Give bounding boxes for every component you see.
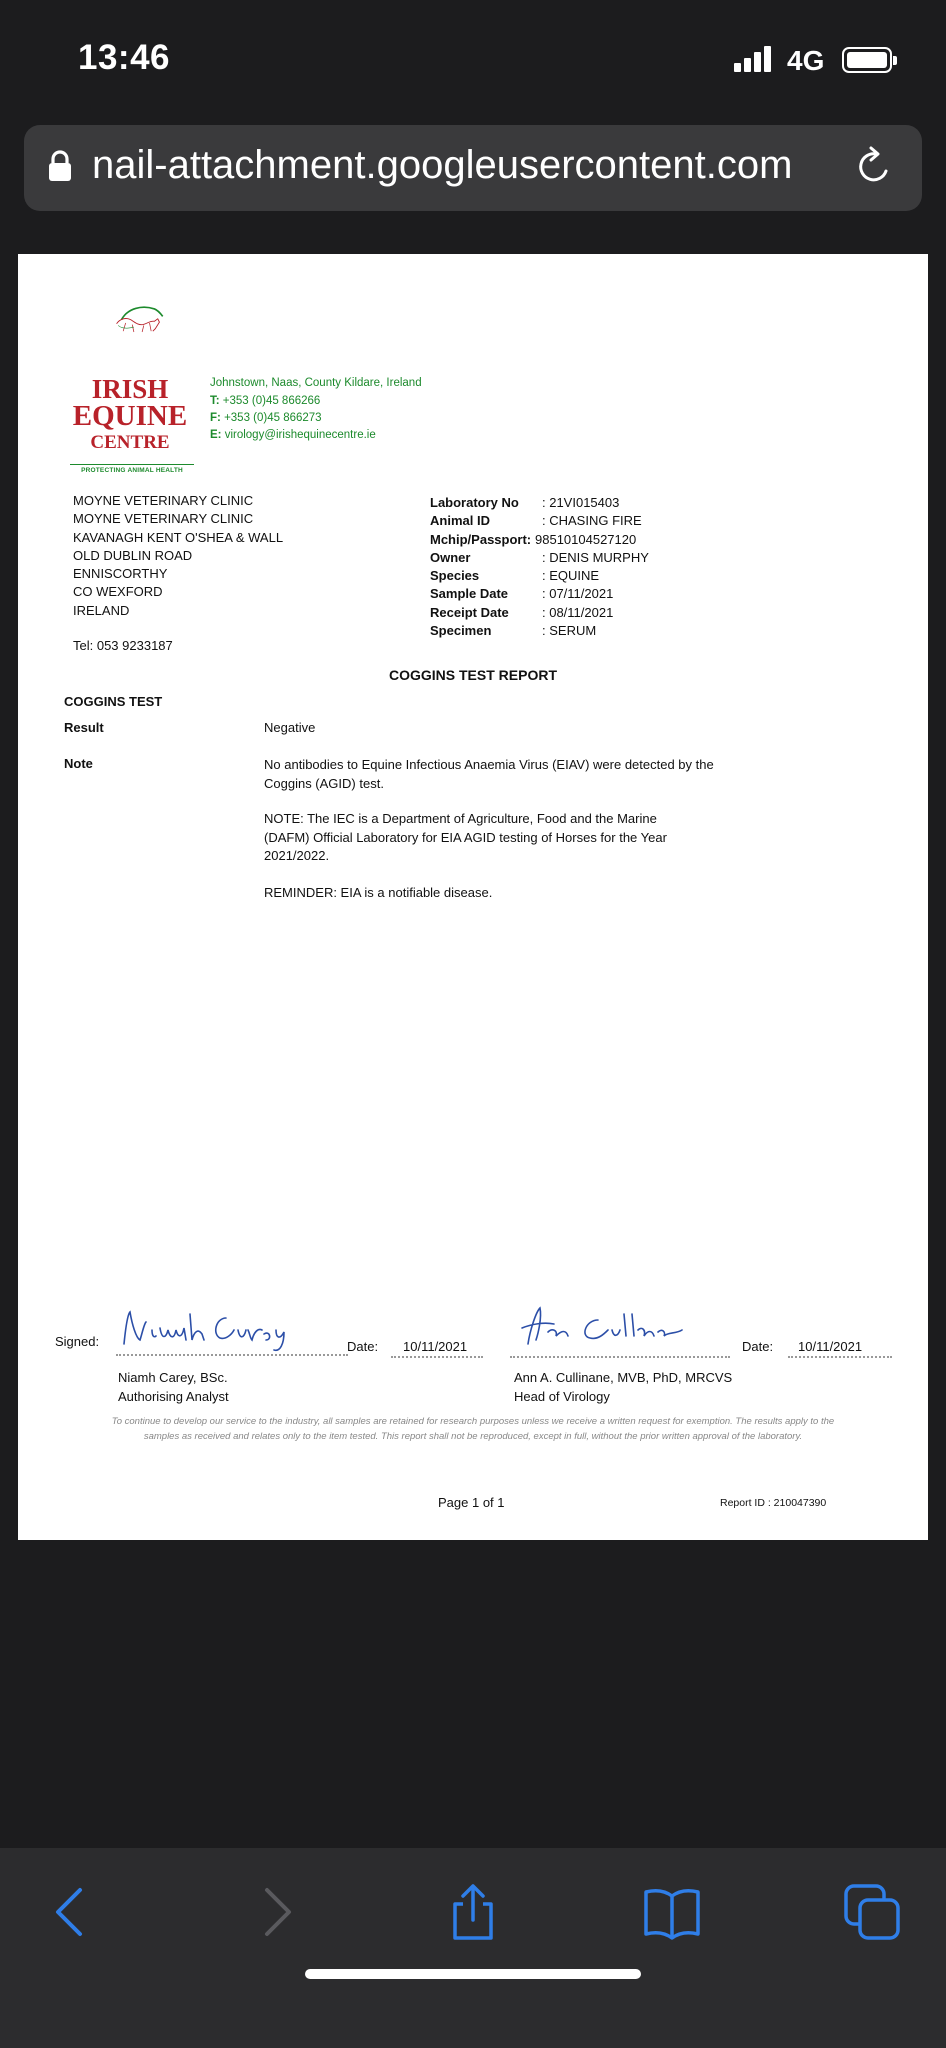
signature-niamh-carey [116, 1304, 296, 1354]
signatory-role: Head of Virology [514, 1389, 610, 1404]
logo-line-centre: CENTRE [90, 432, 170, 453]
signature-date: 10/11/2021 [798, 1339, 863, 1354]
signature-line [116, 1354, 348, 1356]
detail-label: Sample Date [430, 586, 509, 602]
signatory-name: Niamh Carey, BSc. [118, 1370, 228, 1385]
contact-tel-value: +353 (0)45 866266 [222, 395, 321, 407]
detail-label: Species [430, 568, 480, 584]
signal-strength-icon [734, 46, 774, 72]
signatory-1 [118, 1368, 229, 1406]
contact-tel [210, 393, 320, 410]
browser-toolbar [0, 1848, 946, 2048]
date-line [788, 1356, 892, 1358]
signatory-role: Authorising Analyst [118, 1389, 229, 1404]
home-indicator[interactable] [305, 1969, 641, 1979]
detail-label: Laboratory No [430, 495, 519, 510]
note-paragraph: NOTE: The IEC is a Department of Agriculture, Food and the Marine (DAFM) Official Laboratory for EIA AGID testing of Horses for the Year 2021/2022. [264, 811, 667, 863]
forward-arrow-icon[interactable] [245, 1882, 305, 1942]
date-line [391, 1356, 483, 1358]
detail-value: 98510104527120 [535, 531, 637, 547]
signatory-2 [514, 1368, 732, 1406]
contact-fax [210, 410, 322, 427]
contact-address: Johnstown, Naas, County Kildare, Ireland [210, 377, 422, 389]
detail-label: Mchip/Passport: [430, 531, 532, 547]
contact-fax-label: F: [210, 412, 221, 424]
client-address-line: MOYNE VETERINARY CLINIC [73, 493, 254, 508]
signed-label: Signed: [55, 1334, 100, 1349]
client-address-line: OLD DUBLIN ROAD [73, 547, 193, 563]
contact-email-label: E: [210, 429, 222, 441]
client-address-line: CO WEXFORD [73, 584, 163, 600]
signature-ann-cullinane [508, 1300, 708, 1350]
share-icon[interactable] [443, 1882, 503, 1942]
detail-value: : 07/11/2021 [542, 586, 614, 602]
reload-icon[interactable] [852, 145, 896, 189]
page-number: Page 1 of 1 [438, 1495, 505, 1510]
disclaimer: To continue to develop our service to the industry, all samples are retained for research purposes unless we receive a written request for exemption. The results apply to the samples as received and relates only to the item tested. This report shall not be reproduced, except in full, without the prior written approval of the laboratory. [111, 1416, 835, 1442]
logo-line-irish: IRISH [91, 374, 169, 404]
detail-label: Receipt Date [430, 604, 509, 620]
date-label: Date: [742, 1339, 774, 1354]
client-address-line: MOYNE VETERINARY CLINIC [73, 511, 254, 527]
contact-email-value: virology@irishequinecentre.ie [224, 429, 376, 441]
report-id: Report ID : 210047390 [720, 1497, 827, 1509]
detail-value: : EQUINE [542, 568, 600, 584]
client-address-line: KAVANAGH KENT O'SHEA & WALL [73, 529, 284, 545]
irish-equine-centre-logo-horse-icon [68, 304, 208, 374]
section-title: COGGINS TEST [64, 694, 163, 709]
client-address-line: ENNISCORTHY [73, 566, 168, 582]
logo-tagline: PROTECTING ANIMAL HEALTH [70, 464, 194, 474]
signature-date: 10/11/2021 [403, 1339, 468, 1354]
detail-label: Specimen [430, 623, 492, 639]
lock-icon [48, 150, 72, 182]
note-paragraph: REMINDER: EIA is a notifiable disease. [264, 885, 493, 900]
result-value: Negative [264, 720, 316, 735]
result-label: Result [64, 720, 104, 735]
detail-value: : DENIS MURPHY [542, 549, 649, 565]
report-title: COGGINS TEST REPORT [388, 667, 557, 683]
contact-fax-value: +353 (0)45 866273 [224, 412, 322, 424]
back-arrow-icon[interactable] [42, 1882, 102, 1942]
detail-value: : 21VI015403 [542, 495, 620, 510]
detail-value: : CHASING FIRE [542, 513, 642, 529]
signature-line [510, 1356, 730, 1358]
contact-email [210, 427, 376, 444]
bookmarks-book-icon[interactable] [642, 1882, 702, 1942]
network-type: 4G [787, 45, 825, 76]
logo-line-equine: EQUINE [72, 400, 188, 432]
battery-icon [842, 47, 892, 73]
client-tel: Tel: 053 9233187 [73, 638, 173, 653]
url-text[interactable]: nail-attachment.googleusercontent.com [92, 143, 793, 187]
tabs-icon[interactable] [842, 1882, 902, 1942]
contact-tel-label: T: [210, 395, 220, 407]
document-page [18, 254, 928, 1540]
detail-label: Owner [430, 549, 471, 565]
client-address-line: IRELAND [73, 602, 130, 618]
client-address [73, 492, 283, 620]
detail-value: : 08/11/2021 [542, 604, 614, 620]
signatory-name: Ann A. Cullinane, MVB, PhD, MRCVS [514, 1370, 733, 1385]
status-time: 13:46 [78, 38, 171, 77]
detail-value: : SERUM [542, 623, 597, 639]
address-bar[interactable] [24, 125, 922, 211]
note-paragraph: No antibodies to Equine Infectious Anaemia Virus (EIAV) were detected by the Coggins (AGID) test. [264, 757, 714, 791]
note-label: Note [64, 756, 93, 771]
date-label: Date: [347, 1339, 379, 1354]
detail-label: Animal ID [430, 513, 490, 529]
